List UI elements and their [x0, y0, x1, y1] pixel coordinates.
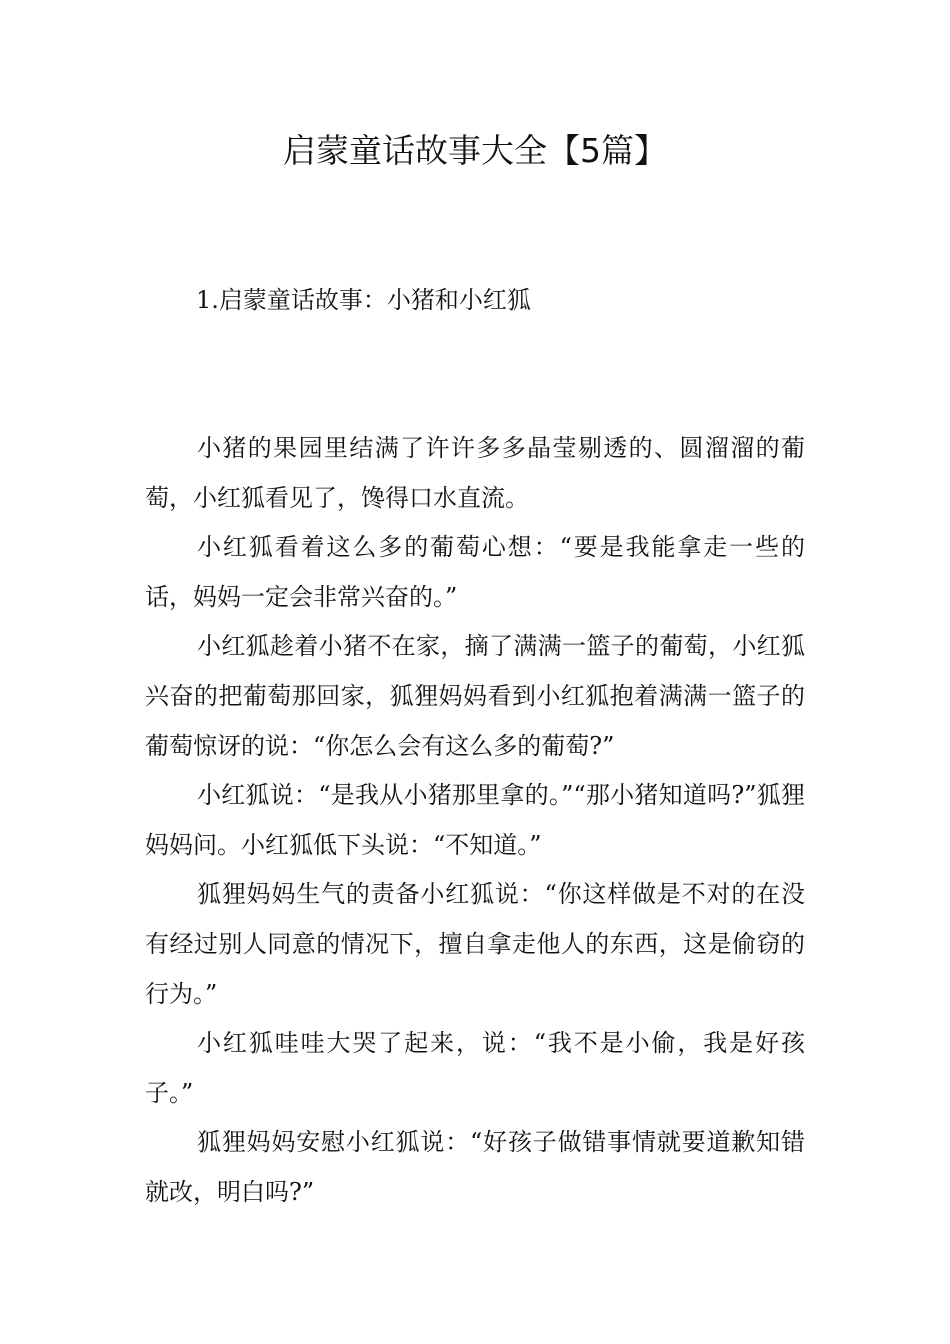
paragraph-5: 狐狸妈妈生气的责备小红狐说：“你这样做是不对的在没有经过别人同意的情况下，擅自拿走他人的东西，这是偷窃的行为。” [145, 880, 805, 1008]
paragraph-3: 小红狐趁着小猪不在家，摘了满满一篮子的葡萄，小红狐兴奋的把葡萄那回家，狐狸妈妈看到小红狐抱着满满一篮子的葡萄惊讶的说：“你怎么会有这么多的葡萄?” [145, 632, 805, 760]
document-title: 启蒙童话故事大全【5篇】 [283, 131, 667, 170]
paragraph-2: 小红狐看着这么多的葡萄心想：“要是我能拿走一些的话，妈妈一定会非常兴奋的。” [145, 533, 805, 611]
paragraph-6: 小红狐哇哇大哭了起来，说：“我不是小偷，我是好孩子。” [145, 1029, 805, 1107]
paragraph-7: 狐狸妈妈安慰小红狐说：“好孩子做错事情就要道歉知错就改，明白吗?” [145, 1128, 805, 1206]
paragraph-4: 小红狐说：“是我从小猪那里拿的。”“那小猪知道吗?”狐狸妈妈问。小红狐低下头说：“不知道。” [145, 781, 805, 859]
section-heading: 1.启蒙童话故事：小猪和小红狐 [196, 286, 531, 314]
paragraph-1: 小猪的果园里结满了许许多多晶莹剔透的、圆溜溜的葡萄，小红狐看见了，馋得口水直流。 [145, 434, 805, 512]
story-body [145, 424, 805, 1218]
